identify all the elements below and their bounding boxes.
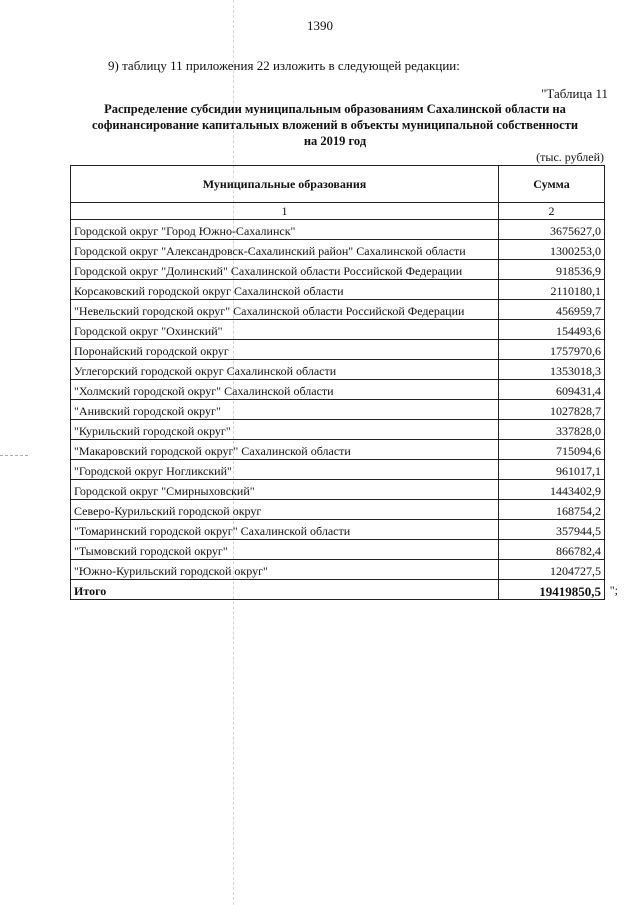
- municipality-name: Корсаковский городской округ Сахалинской области: [71, 280, 499, 300]
- table-row: [71, 240, 605, 260]
- table-label: "Таблица 11: [541, 86, 608, 101]
- column-number-row: [71, 203, 605, 220]
- municipality-name: "Городской округ Ногликский": [71, 460, 499, 480]
- municipality-name: Поронайский городской округ: [71, 340, 499, 360]
- total-sum-cell: [499, 580, 618, 600]
- municipality-name: "Томаринский городской округ" Сахалинской области: [71, 520, 499, 540]
- table-row: [71, 360, 605, 380]
- subsidy-amount: 961017,1: [499, 460, 605, 480]
- page-number: 1390: [307, 18, 333, 33]
- subsidy-amount: 1353018,3: [499, 360, 605, 380]
- municipality-name: "Макаровский городской округ" Сахалинской области: [71, 440, 499, 460]
- table-row: [71, 380, 605, 400]
- total-sum: 19419850,5: [539, 584, 601, 599]
- subsidy-amount: 1027828,7: [499, 400, 605, 420]
- subsidy-amount: 918536,9: [499, 260, 605, 280]
- subsidy-amount: 1300253,0: [499, 240, 605, 260]
- subsidy-amount: 1757970,6: [499, 340, 605, 360]
- subsidy-amount: 1443402,9: [499, 480, 605, 500]
- heading-line-3: на 2019 год: [303, 134, 367, 148]
- table-heading: [60, 101, 610, 149]
- subsidy-table-container: [70, 165, 618, 600]
- subsidy-amount: 1204727,5: [499, 560, 605, 580]
- table-row: [71, 440, 605, 460]
- municipality-name: Городской округ "Город Южно-Сахалинск": [71, 220, 499, 240]
- table-row: [71, 400, 605, 420]
- total-label: Итого: [71, 580, 499, 600]
- table-row: [71, 520, 605, 540]
- municipality-name: "Невельский городской округ" Сахалинской области Российской Федерации: [71, 300, 499, 320]
- heading-line-2: софинансирование капитальных вложений в объекты муниципальной собственности: [91, 118, 579, 132]
- municipality-name: Городской округ "Охинский": [71, 320, 499, 340]
- table-row: [71, 280, 605, 300]
- table-row: [71, 340, 605, 360]
- table-row: [71, 220, 605, 240]
- municipality-name: "Тымовский городской округ": [71, 540, 499, 560]
- table-row: [71, 320, 605, 340]
- table-row: [71, 460, 605, 480]
- municipality-name: Городской округ "Смирныховский": [71, 480, 499, 500]
- column-number-2: 2: [499, 203, 605, 220]
- subsidy-table: [70, 165, 618, 600]
- subsidy-amount: 609431,4: [499, 380, 605, 400]
- table-header-row: [71, 166, 605, 203]
- margin-mark: [0, 455, 28, 456]
- heading-line-1: Распределение субсидии муниципальным образованиям Сахалинской области на: [104, 102, 566, 116]
- intro-paragraph: 9) таблицу 11 приложения 22 изложить в следующей редакции:: [108, 58, 460, 73]
- subsidy-amount: 866782,4: [499, 540, 605, 560]
- table-row: [71, 420, 605, 440]
- municipality-name: "Южно-Курильский городской округ": [71, 560, 499, 580]
- municipality-name: "Анивский городской округ": [71, 400, 499, 420]
- total-row: [71, 580, 605, 600]
- header-sum: Сумма: [499, 166, 605, 203]
- municipality-name: "Курильский городской округ": [71, 420, 499, 440]
- subsidy-amount: 2110180,1: [499, 280, 605, 300]
- subsidy-amount: 3675627,0: [499, 220, 605, 240]
- subsidy-amount: 456959,7: [499, 300, 605, 320]
- subsidy-amount: 168754,2: [499, 500, 605, 520]
- table-row: [71, 300, 605, 320]
- subsidy-amount: 357944,5: [499, 520, 605, 540]
- municipality-name: "Холмский городской округ" Сахалинской области: [71, 380, 499, 400]
- municipality-name: Городской округ "Долинский" Сахалинской области Российской Федерации: [71, 260, 499, 280]
- subsidy-amount: 154493,6: [499, 320, 605, 340]
- table-row: [71, 540, 605, 560]
- table-body: [71, 220, 618, 600]
- subsidy-amount: 337828,0: [499, 420, 605, 440]
- municipality-name: Городской округ "Александровск-Сахалинский район" Сахалинской области: [71, 240, 499, 260]
- units-label: (тыс. рублей): [536, 150, 604, 164]
- municipality-name: Углегорский городской округ Сахалинской области: [71, 360, 499, 380]
- municipality-name: Северо-Курильский городской округ: [71, 500, 499, 520]
- column-number-1: 1: [71, 203, 499, 220]
- table-row: [71, 480, 605, 500]
- table-row: [71, 560, 605, 580]
- subsidy-amount: 715094,6: [499, 440, 605, 460]
- header-municipalities: Муниципальные образования: [71, 166, 499, 203]
- closing-quote: ";: [609, 583, 618, 597]
- table-row: [71, 500, 605, 520]
- table-row: [71, 260, 605, 280]
